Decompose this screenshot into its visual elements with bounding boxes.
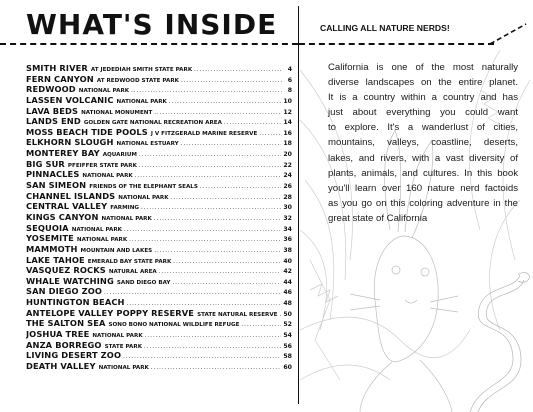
toc-dot-leader — [200, 182, 282, 191]
toc-page-number: 30 — [283, 204, 292, 212]
title-dashed-rule — [0, 43, 298, 45]
toc-page-number: 56 — [283, 342, 292, 350]
toc-entry — [26, 340, 292, 351]
intro-line: diverse landscapes on the entire planet. — [328, 77, 518, 89]
toc-entry-title: LIVING DESERT ZOO — [26, 350, 122, 361]
toc-entry-subtitle: NATIONAL ESTUARY — [116, 141, 179, 148]
toc-page-number: 8 — [287, 87, 292, 95]
intro-line: It is a country within a country and has — [328, 92, 518, 104]
toc-entry — [26, 180, 292, 191]
toc-page-number: 20 — [283, 151, 292, 159]
toc-entry-title: SMITH RIVER — [26, 63, 88, 73]
toc-entry-title: KINGS CANYON — [26, 211, 99, 222]
toc-entry-subtitle: AQUARIUM — [102, 152, 137, 159]
toc-dot-leader — [139, 150, 281, 159]
toc-entry — [26, 286, 292, 297]
toc-page-number: 26 — [283, 183, 292, 191]
toc-entry-title: BIG SUR — [26, 158, 65, 169]
toc-page-number: 48 — [283, 300, 292, 308]
toc-page-number: 52 — [283, 321, 292, 329]
toc-entry-subtitle: J V FITZGERALD MARINE RESERVE — [150, 130, 258, 137]
intro-line: lakes, and rivers, with a vast diversity of — [328, 152, 518, 164]
toc-dot-leader — [172, 278, 281, 287]
toc-dot-leader — [159, 267, 282, 276]
toc-entry-title: SEQUOIA — [26, 222, 69, 233]
page-title: WHAT'S INSIDE — [26, 8, 278, 41]
toc-entry-subtitle: NATIONAL PARK — [82, 173, 133, 180]
intro-line: to explore. It's a wanderlust of cities, — [328, 122, 518, 134]
toc-entry — [26, 308, 292, 319]
toc-dot-leader — [139, 161, 281, 170]
toc-entry-subtitle: GOLDEN GATE NATIONAL RECREATION AREA — [83, 120, 222, 127]
toc-entry-subtitle: STATE PARK — [104, 343, 143, 350]
toc-dot-leader — [154, 246, 281, 255]
toc-entry — [26, 137, 292, 148]
toc-entry-subtitle: EMERALD BAY STATE PARK — [87, 258, 172, 265]
toc-entry-subtitle: NATIONAL PARK — [101, 215, 152, 222]
toc-entry — [26, 106, 292, 117]
toc-entry-title: DEATH VALLEY — [26, 360, 96, 371]
toc-entry-subtitle: NATIONAL MONUMENT — [81, 109, 153, 116]
toc-entry-title: LAVA BEDS — [26, 105, 79, 116]
toc-dot-leader — [169, 97, 282, 106]
toc-dot-leader — [259, 129, 281, 138]
toc-entry-subtitle: NATIONAL PARK — [98, 364, 149, 371]
intro-line: mountains, valleys, coastline, deserts, — [328, 137, 518, 149]
toc-page-number: 16 — [283, 129, 292, 137]
toc-page-number: 34 — [283, 225, 292, 233]
toc-entry — [26, 255, 292, 266]
toc-dot-leader — [181, 76, 282, 85]
toc-dot-leader — [194, 65, 282, 74]
toc-dot-leader — [124, 225, 281, 234]
toc-entry — [26, 127, 292, 138]
toc-page-number: 42 — [283, 268, 292, 276]
section-heading: CALLING ALL NATURE NERDS! — [320, 23, 450, 33]
toc-page-number: 6 — [287, 76, 292, 84]
toc-entry-title: HUNTINGTON BEACH — [26, 297, 125, 308]
heading-dashed-rule — [299, 43, 494, 45]
toc-entry-title: ELKHORN SLOUGH — [26, 137, 114, 148]
toc-dot-leader — [131, 86, 282, 95]
toc-entry-subtitle: NATIONAL PARK — [92, 333, 143, 340]
toc-entry — [26, 244, 292, 255]
toc-dot-leader — [145, 331, 282, 340]
toc-entry-subtitle: STATE NATURAL RESERVE — [197, 311, 278, 318]
toc-entry-title: ANZA BORREGO — [26, 339, 102, 350]
page-gutter — [298, 6, 299, 404]
toc-entry-title: MONTEREY BAY — [26, 148, 100, 159]
toc-dot-leader — [154, 108, 281, 117]
toc-page-number: 32 — [283, 214, 292, 222]
toc-dot-leader — [123, 352, 281, 361]
toc-entry-subtitle: AT REDWOOD STATE PARK — [96, 77, 179, 84]
toc-page-number: 14 — [283, 119, 292, 127]
toc-entry-title: CENTRAL VALLEY — [26, 201, 108, 212]
toc-entry-subtitle: SAND DIEGO BAY — [116, 279, 171, 286]
intro-line: you'll learn over 160 nature nerd factoids — [328, 182, 518, 194]
table-of-contents — [26, 63, 292, 372]
toc-entry — [26, 74, 292, 85]
toc-entry — [26, 297, 292, 308]
toc-page-number: 24 — [283, 172, 292, 180]
toc-entry-title: VASQUEZ ROCKS — [26, 265, 106, 276]
snake-line-art — [470, 272, 530, 412]
intro-line: California is one of the most naturally — [328, 62, 518, 73]
toc-entry — [26, 265, 292, 276]
toc-dot-leader — [127, 299, 282, 308]
toc-entry-title: JOSHUA TREE — [26, 329, 90, 340]
toc-entry — [26, 223, 292, 234]
toc-page-number: 60 — [283, 363, 292, 371]
toc-page-number: 12 — [283, 108, 292, 116]
toc-page-number: 46 — [283, 289, 292, 297]
toc-entry-subtitle: SONO BONO NATIONAL WILDLIFE REFUGE — [108, 322, 240, 329]
toc-entry-title: PINNACLES — [26, 169, 80, 180]
intro-line: great state of California — [328, 212, 428, 224]
toc-entry-title: MAMMOTH — [26, 243, 78, 254]
toc-entry-subtitle: NATIONAL PARK — [118, 194, 169, 201]
toc-entry — [26, 276, 292, 287]
toc-page-number: 50 — [283, 310, 292, 318]
toc-dot-leader — [144, 342, 281, 351]
toc-entry — [26, 350, 292, 361]
toc-entry-title: SAN DIEGO ZOO — [26, 286, 103, 297]
toc-entry-title: ANTELOPE VALLEY POPPY RESERVE — [26, 307, 195, 318]
toc-entry — [26, 159, 292, 170]
toc-entry — [26, 116, 292, 127]
toc-entry-title: MOSS BEACH TIDE POOLS — [26, 126, 148, 137]
corner-dashed-line — [488, 22, 528, 46]
toc-entry — [26, 84, 292, 95]
toc-entry-title: LAKE TAHOE — [26, 254, 85, 265]
toc-entry — [26, 233, 292, 244]
toc-dot-leader — [129, 235, 281, 244]
intro-line: plants, animals, and cultures. In this book — [328, 167, 518, 179]
toc-entry-title: REDWOOD — [26, 84, 76, 95]
toc-dot-leader — [141, 203, 281, 212]
toc-dot-leader — [135, 171, 282, 180]
toc-entry-subtitle: NATIONAL PARK — [78, 88, 130, 95]
toc-entry — [26, 212, 292, 223]
toc-entry-title: CHANNEL ISLANDS — [26, 190, 116, 201]
toc-dot-leader — [279, 310, 281, 319]
toc-entry — [26, 148, 292, 159]
toc-entry-title: THE SALTON SEA — [26, 318, 106, 329]
toc-entry-subtitle: NATIONAL PARK — [116, 98, 167, 105]
toc-entry-subtitle: PFEIFFER STATE PARK — [67, 162, 137, 169]
toc-entry-subtitle: MOUNTAIN AND LAKES — [80, 247, 153, 254]
toc-page-number: 22 — [283, 161, 292, 169]
toc-page-number: 10 — [283, 97, 292, 105]
toc-page-number: 40 — [283, 257, 292, 265]
toc-entry-title: WHALE WATCHING — [26, 275, 114, 286]
toc-entry — [26, 191, 292, 202]
toc-entry — [26, 361, 292, 372]
toc-entry — [26, 169, 292, 180]
toc-page-number: 38 — [283, 246, 292, 254]
toc-entry-subtitle: NATIONAL PARK — [76, 237, 128, 244]
toc-page-number: 36 — [283, 236, 292, 244]
intro-paragraph — [328, 60, 518, 226]
toc-dot-leader — [171, 193, 282, 202]
toc-dot-leader — [241, 320, 281, 329]
toc-page-number: 4 — [287, 66, 292, 73]
toc-dot-leader — [154, 214, 282, 223]
toc-page-number: 54 — [283, 332, 292, 340]
toc-entry-subtitle: FRIENDS OF THE ELEPHANT SEALS — [89, 184, 198, 191]
toc-entry-title: YOSEMITE — [26, 233, 74, 244]
toc-entry — [26, 63, 292, 74]
toc-dot-leader — [151, 363, 282, 372]
intro-line: just about everything you could want — [328, 107, 518, 119]
toc-entry-title: LASSEN VOLCANIC — [26, 94, 114, 105]
toc-entry — [26, 95, 292, 106]
toc-dot-leader — [104, 288, 281, 297]
toc-entry-title: SAN SIMEON — [26, 180, 87, 191]
toc-dot-leader — [173, 257, 281, 266]
toc-dot-leader — [181, 139, 282, 148]
toc-page-number: 58 — [283, 353, 292, 361]
toc-entry-subtitle: NATIONAL PARK — [71, 226, 123, 233]
toc-entry-subtitle: NATURAL AREA — [108, 269, 157, 276]
toc-entry-title: FERN CANYON — [26, 73, 94, 84]
toc-page-number: 28 — [283, 193, 292, 201]
toc-entry-title: LANDS END — [26, 116, 81, 127]
intro-line: as you go on this coloring adventure in the — [328, 197, 518, 209]
toc-entry — [26, 318, 292, 329]
toc-entry — [26, 329, 292, 340]
toc-page-number: 18 — [283, 140, 292, 148]
toc-entry — [26, 201, 292, 212]
toc-entry-subtitle: FARMING — [110, 205, 140, 212]
toc-dot-leader — [224, 118, 281, 127]
toc-entry-subtitle: AT JEDEDIAH SMITH STATE PARK — [90, 67, 193, 73]
toc-page-number: 44 — [283, 278, 292, 286]
